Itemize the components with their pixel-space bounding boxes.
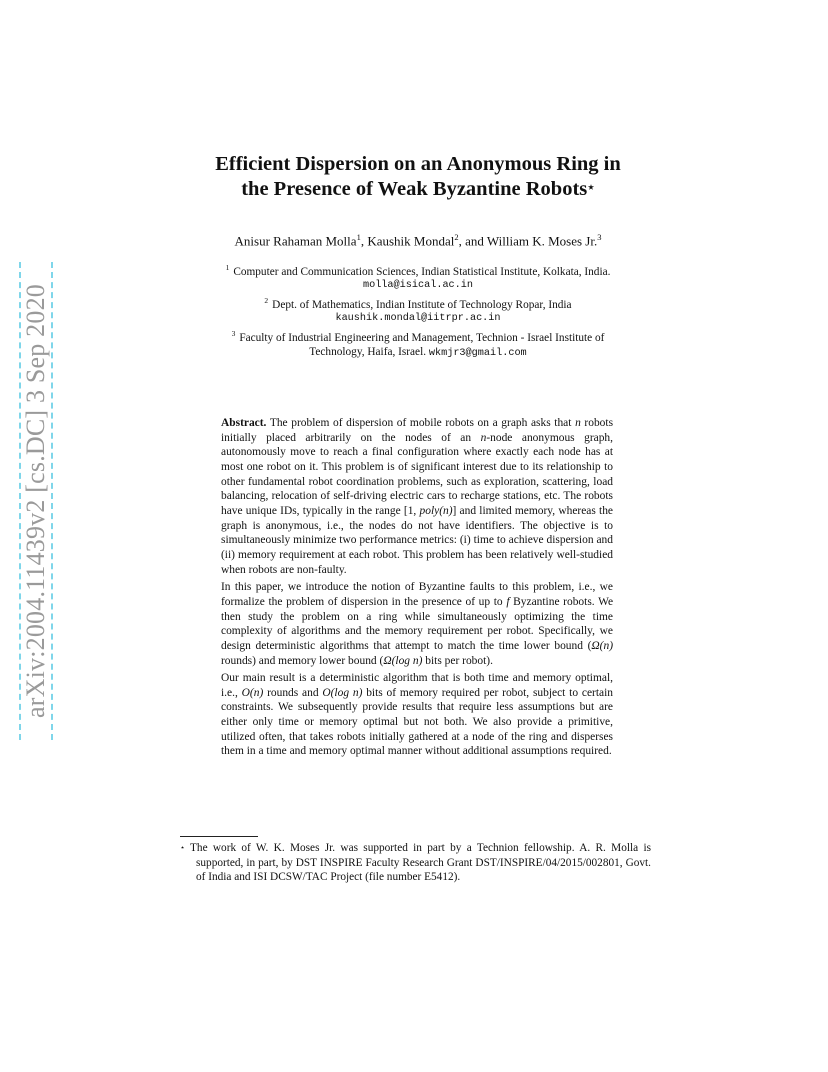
abstract-text: The problem of dispersion of mobile robots on a graph asks that: [269, 417, 572, 429]
footnote-mark: ⋆: [180, 843, 186, 852]
author-separator: ,: [360, 233, 368, 249]
math-expression: poly(n): [419, 504, 453, 517]
affiliation-text: Faculty of Industrial Engineering and Management, Technion - Israel Institute of: [239, 331, 605, 344]
author-separator: , and: [458, 233, 487, 249]
abstract-text: rounds) and memory lower bound (: [221, 654, 384, 667]
abstract-text: rounds and: [267, 686, 319, 699]
title-line-1: Efficient Dispersion on an Anonymous Ring in: [215, 153, 621, 175]
abstract-text: ] and limited memory, whereas the graph is anonymous, i.e., the nodes do not have identifiers. The objective is to simultaneously minimize two performance metrics: (i) time to achieve dispersion and (ii) memory requirement at each robot. This problem has been relatively well-studied when robots are non-faulty.: [221, 504, 613, 576]
math-expression: Ω(log n): [383, 654, 423, 667]
author-affil-sup: 3: [597, 232, 602, 242]
math-symbol: n: [575, 417, 581, 429]
affiliation-email[interactable]: wkmjr3@gmail.com: [428, 348, 527, 360]
footnote-text: The work of W. K. Moses Jr. was supported in part by a Technion fellowship. A. R. Molla is supported, in part, by DST INSPIRE Faculty Research Grant DST/INSPIRE/04/2015/002801, Govt. of India and ISI DCSW/TAC Project (file number E5412).: [190, 842, 651, 884]
affiliation-2: [180, 294, 656, 312]
author-name: Anisur Rahaman Molla: [234, 233, 357, 249]
paper-title: [150, 152, 686, 202]
affiliation-text: Computer and Communication Sciences, Indian Statistical Institute, Kolkata, India.: [233, 265, 611, 278]
author-name: William K. Moses Jr.: [486, 233, 598, 249]
affiliation-text: Technology, Haifa, Israel.: [309, 346, 427, 359]
author-affil-sup: 2: [454, 232, 459, 242]
affiliation-sup: 1: [225, 263, 230, 272]
affiliation-sup: 2: [264, 295, 269, 305]
author-list: [150, 232, 686, 249]
abstract-text: bits per robot).: [425, 654, 493, 667]
affiliation-text: Dept. of Mathematics, Indian Institute of Technology Ropar, India: [272, 298, 572, 311]
title-footnote-mark: ⋆: [587, 180, 595, 194]
abstract-paragraph: [221, 580, 613, 668]
author-name: Kaushik Mondal: [367, 233, 455, 249]
abstract-text: bits of memory required per robot, subject to certain constraints. We subsequently provide results that require less assumptions but are either only time or memory optimal but not both. We also provide a primitive, utilized often, that takes robots initially gathered at a node of the ring and disperses them in a time and memory optimal manner without additional assumptions required.: [221, 686, 613, 758]
footnote: [180, 841, 651, 885]
arxiv-identifier: arXiv:2004.11439v2 [cs.DC] 3 Sep 2020: [21, 284, 50, 718]
math-expression: O(n): [241, 686, 264, 699]
affiliation-email[interactable]: molla@isical.ac.in: [362, 280, 474, 292]
footnote-body: [180, 841, 651, 885]
abstract-label: Abstract.: [221, 417, 267, 429]
affiliation-sup: 3: [231, 328, 236, 338]
math-symbol: n: [480, 431, 487, 444]
author-affil-sup: 1: [356, 232, 361, 242]
affiliation-3-cont: [180, 345, 656, 362]
math-expression: O(log n): [322, 686, 363, 699]
abstract-text: robots initially placed arbitrarily on the nodes of an: [221, 417, 614, 444]
affiliation-email[interactable]: kaushik.mondal@iitrpr.ac.in: [335, 313, 501, 325]
arxiv-stamp: [19, 262, 53, 740]
footnote-rule: [180, 836, 258, 837]
abstract-text: Byzantine robots. We then study the problem on a ring while simultaneously optimizing the time complexity of algorithms and the memory requirement per robot. Specifically, we design deterministic algorithms that attempt to match the time lower bound (: [221, 595, 614, 652]
title-line-2: [150, 177, 686, 202]
affiliation-3: [180, 327, 656, 345]
math-expression: Ω(n): [591, 639, 613, 652]
abstract-text: -node anonymous graph, autonomously move to reach a final configuration where exactly each node has at most one robot on it. This problem is of significant interest due to its relationship to other fundamental robot coordination problems, such as exploration, scattering, load balancing, relocation of self-driving electric cars to recharge stations, etc. The robots have unique IDs, typically in the range [1,: [221, 431, 614, 517]
abstract: [221, 416, 613, 762]
abstract-paragraph: [221, 671, 613, 759]
abstract-text: In this paper, we introduce the notion of Byzantine faults to this problem, i.e., we formalize the problem of dispersion in the presence of up to: [221, 581, 613, 608]
abstract-paragraph: [221, 416, 613, 577]
affiliation-1: [180, 261, 656, 279]
math-symbol: f: [506, 595, 510, 608]
affiliations: [180, 261, 656, 362]
abstract-text: Our main result is a deterministic algorithm that is both time and memory optimal, i.e.,: [221, 672, 613, 699]
title-line-2-text: the Presence of Weak Byzantine Robots: [241, 178, 588, 200]
